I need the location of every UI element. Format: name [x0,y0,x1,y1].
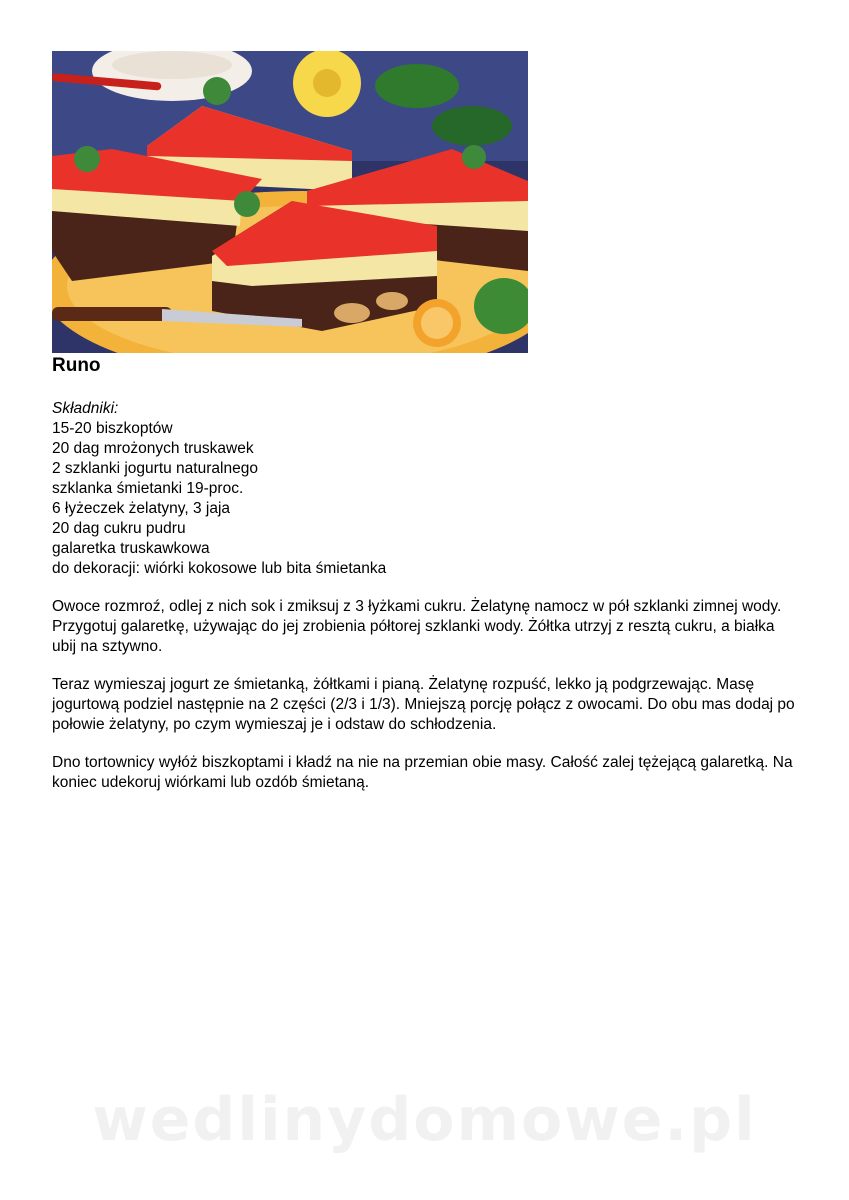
ingredient-item: do dekoracji: wiórki kokosowe lub bita śmietanka [52,560,387,577]
ingredient-item: 15-20 biszkoptów [52,420,173,437]
ingredient-item: galaretka truskawkowa [52,540,210,557]
fork-handle [52,307,172,321]
ingredient-item: szklanka śmietanki 19-proc. [52,480,244,497]
ingredient-item: 20 dag mrożonych truskawek [52,440,254,457]
ingredients-label: Składniki: [52,400,119,417]
cake-photo [52,51,528,353]
ingredients-section [52,399,386,579]
instructions-paragraph: Teraz wymieszaj jogurt ze śmietanką, żółtkami i pianą. Żelatynę rozpuść, lekko ją podgrzewając. Masę jogurtową podziel następnie na 2 części (2/3 i 1/3). Mniejszą porcję połącz z owocami. Do obu mas dodaj po połowie żelatyny, po czym wymieszaj je i odstaw do schłodzenia. [52,676,795,733]
cake-illustration [52,51,528,353]
instructions-paragraph: Owoce rozmroź, odlej z nich sok i zmiksuj z 3 łyżkami cukru. Żelatynę namocz w pół szklanki zimnej wody. Przygotuj galaretkę, używając do jej zrobienia półtorej szklanki wody. Żółtka utrzyj z resztą cukru, a białka ubij na sztywno. [52,598,782,655]
recipe-title: Runo [52,355,101,376]
site-watermark: wedlinydomowe.pl [92,1085,757,1155]
ingredients-list [52,419,386,579]
ingredient-item: 2 szklanki jogurtu naturalnego [52,460,258,477]
ingredient-item: 20 dag cukru pudru [52,520,186,537]
ingredient-item: 6 łyżeczek żelatyny, 3 jaja [52,500,231,517]
instructions-paragraph: Dno tortownicy wyłóż biszkoptami i kładź na nie na przemian obie masy. Całość zalej tężejącą galaretką. Na koniec udekoruj wiórkami lub ozdób śmietaną. [52,754,793,791]
